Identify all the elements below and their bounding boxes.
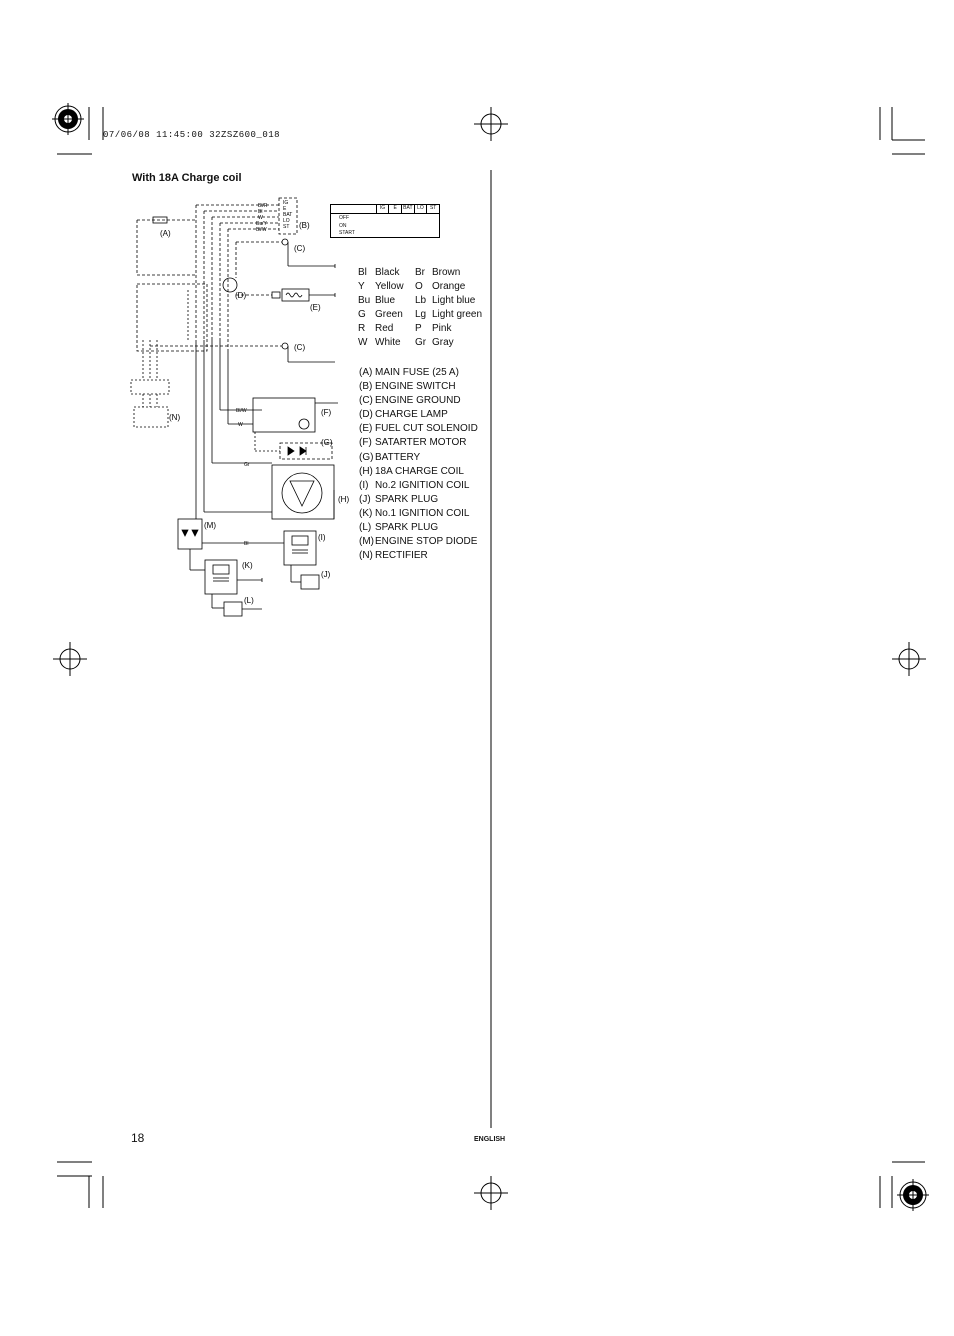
list-item: (B) ENGINE SWITCH [359, 381, 456, 393]
engine-ground-2 [282, 343, 288, 349]
list-item: (L) SPARK PLUG [359, 522, 439, 534]
list-item: (H) 18A CHARGE COIL [359, 465, 464, 477]
svg-text:(F): (F) [321, 408, 332, 417]
control-box [137, 284, 207, 351]
language-label: ENGLISH [474, 1136, 506, 1143]
list-item: (N) RECTIFIER [359, 550, 428, 562]
page-number: 18 [131, 1131, 145, 1145]
list-item: (D) CHARGE LAMP [359, 409, 448, 421]
list-item: (J) SPARK PLUG [359, 493, 439, 505]
engine-ground-1 [282, 239, 288, 245]
list-item: (A) MAIN FUSE (25 A) [359, 367, 459, 378]
svg-text:(N): (N) [169, 413, 181, 422]
list-item: (G) BATTERY [359, 451, 421, 463]
svg-text:(I): (I) [318, 533, 326, 542]
section-title: With 18A Charge coil [132, 172, 242, 184]
charge-lamp [223, 278, 237, 292]
svg-text:Bl/R: Bl/R [258, 203, 268, 209]
svg-text:ST: ST [283, 224, 290, 230]
svg-text:Bl/W: Bl/W [256, 227, 267, 233]
svg-text:(C): (C) [294, 343, 306, 352]
svg-text:(B): (B) [299, 221, 310, 230]
svg-text:(E): (E) [310, 303, 321, 312]
svg-text:E: E [283, 206, 287, 212]
registration-starburst-bottom-icon [897, 1179, 929, 1211]
svg-text:(A): (A) [160, 229, 171, 238]
svg-text:(M): (M) [204, 521, 216, 530]
svg-text:Bu/Y: Bu/Y [256, 221, 267, 227]
switch-table: IG E BAT LO ST OFF ON START [330, 204, 440, 238]
svg-text:W: W [258, 215, 263, 221]
spark-plug-2 [301, 575, 319, 589]
svg-text:Bl: Bl [258, 209, 263, 215]
spark-plug-1 [224, 602, 242, 616]
starter-motor [253, 398, 315, 432]
svg-text:(J): (J) [321, 570, 331, 579]
svg-text:(K): (K) [242, 561, 253, 570]
svg-text:W: W [238, 422, 243, 428]
list-item: (E) FUEL CUT SOLENOID [359, 423, 478, 435]
svg-text:(L): (L) [244, 596, 254, 605]
list-item: (M)ENGINE STOP DIODE [359, 536, 478, 548]
list-item: (F) SATARTER MOTOR [359, 437, 467, 449]
svg-text:(D): (D) [235, 291, 247, 300]
color-legend: Bl Black Br Brown Y Yellow O Orange Bu Blue Lb Light blue G Green Lg Light green R Red P Pink W White Gr Gray [358, 267, 483, 348]
svg-text:Bl/W: Bl/W [236, 408, 247, 414]
registration-starburst-top-icon [52, 103, 84, 135]
list-item: (K) No.1 IGNITION COIL [359, 507, 470, 519]
svg-text:BAT: BAT [283, 212, 293, 218]
print-slug: 07/06/08 11:45:00 32ZSZ600_018 [103, 130, 281, 140]
component-list [359, 366, 478, 563]
svg-text:(G): (G) [321, 438, 333, 447]
svg-text:Gr: Gr [244, 462, 250, 468]
list-item: (I) No.2 IGNITION COIL [359, 479, 470, 491]
svg-text:(C): (C) [294, 244, 306, 253]
svg-text:IG: IG [283, 200, 289, 206]
svg-text:LO: LO [283, 218, 290, 224]
rectifier [131, 380, 169, 394]
svg-text:Bl: Bl [244, 541, 249, 547]
list-item: (C) ENGINE GROUND [359, 395, 461, 407]
svg-text:(H): (H) [338, 495, 350, 504]
engine-stop-diode [178, 519, 202, 549]
